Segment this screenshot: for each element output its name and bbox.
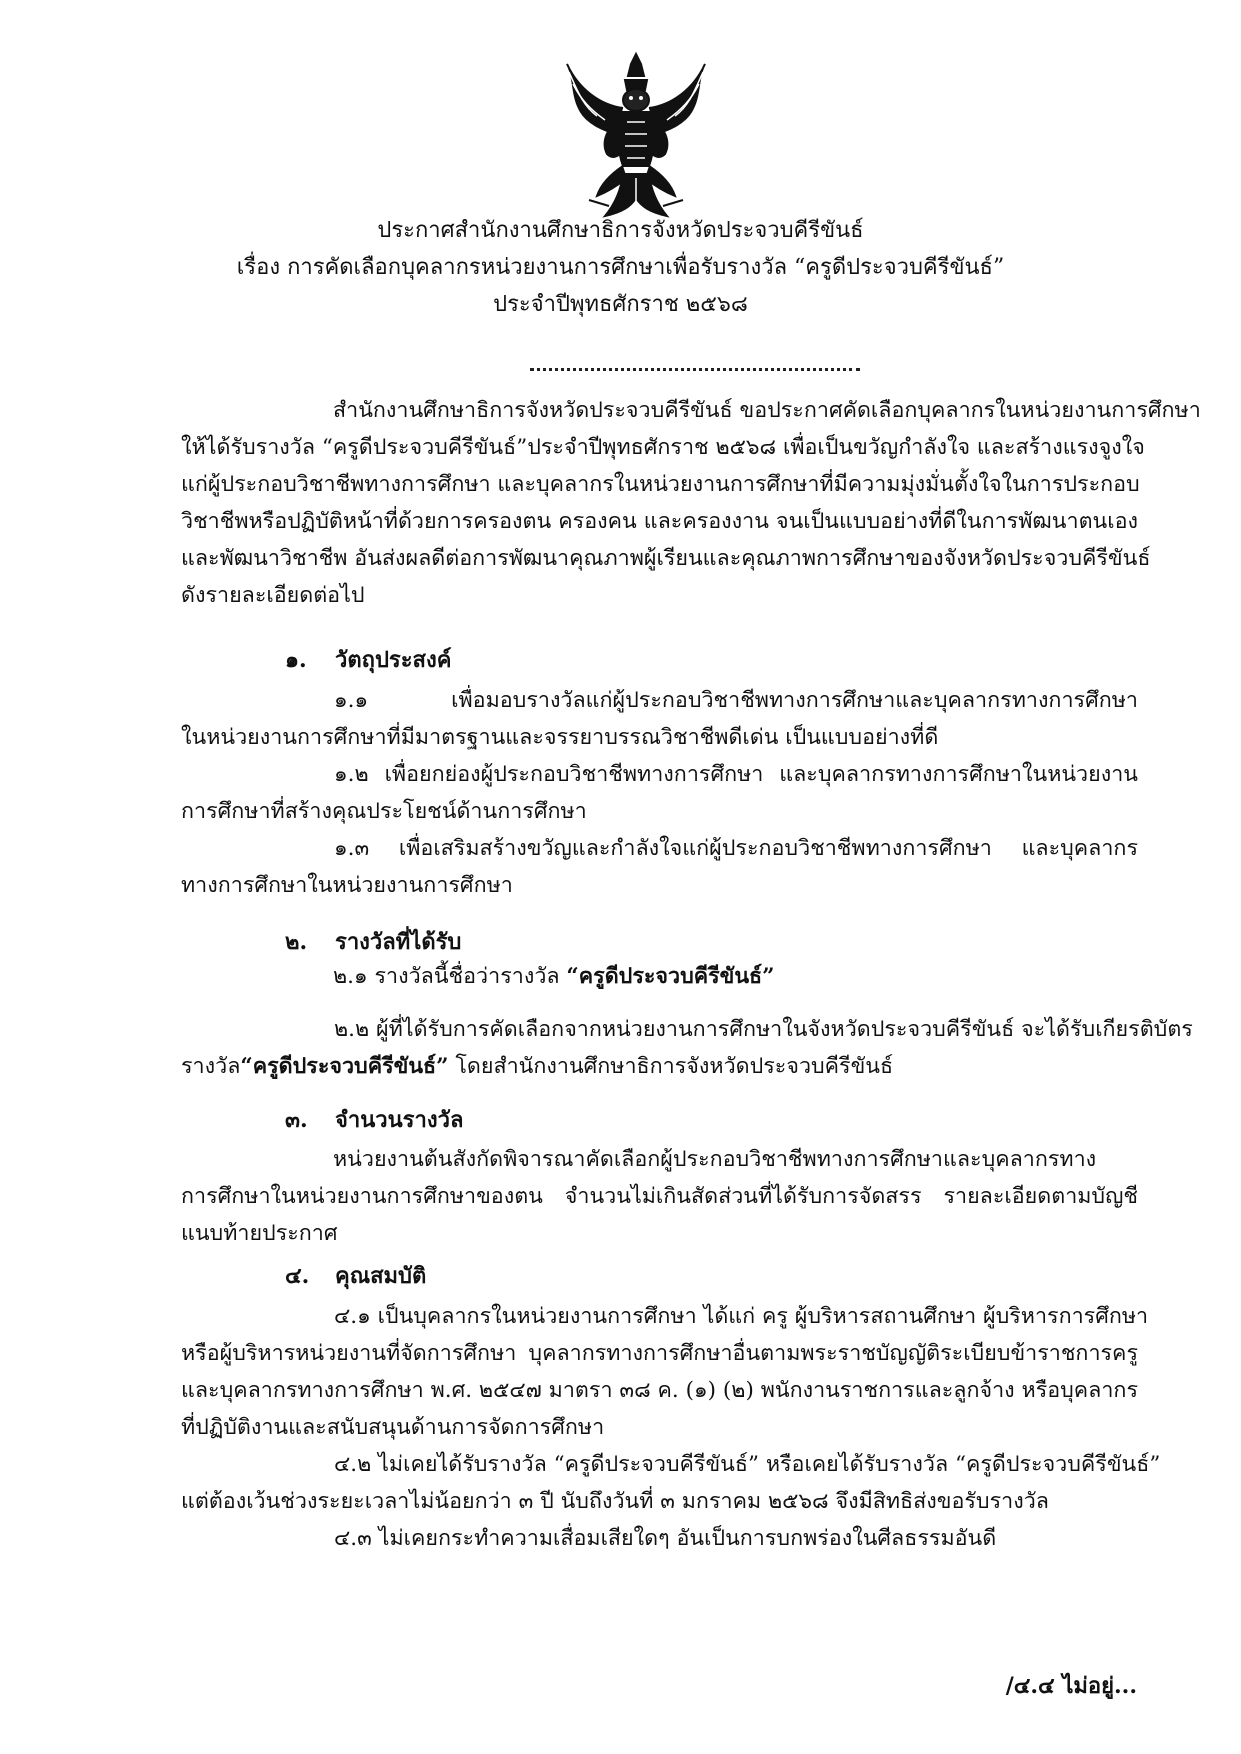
next-page-marker: /๔.๔ ไม่อยู่...	[1005, 1673, 1137, 1699]
award-certificate-bold: “ครูดีประจวบคีรีขันธ์”	[240, 1054, 449, 1079]
objective-2-line: การศึกษาที่สร้างคุณประโยชน์ด้านการศึกษา	[181, 799, 587, 824]
quantity-line: หน่วยงานต้นสังกัดพิจารณาคัดเลือกผู้ประกอบวิชาชีพทางการศึกษาและบุคลากรทาง	[333, 1147, 1097, 1172]
objective-1-line: ๑.๑ เพื่อมอบรางวัลแก่ผู้ประกอบวิชาชีพทางการศึกษาและบุคลากรทางการศึกษา	[334, 688, 1138, 713]
qualification-1-line: หรือผู้บริหารหน่วยงานที่จัดการศึกษา บุคลากรทางการศึกษาอื่นตามพระราชบัญญัติระเบียบข้าราชการครู	[181, 1341, 1138, 1366]
intro-line: สำนักงานศึกษาธิการจังหวัดประจวบคีรีขันธ์ ขอประกาศคัดเลือกบุคลากรในหน่วยงานการศึกษา	[333, 398, 1201, 423]
section-number: ๓.	[285, 1107, 308, 1133]
section-number: ๒.	[285, 929, 308, 955]
section-title: คุณสมบัติ	[335, 1263, 427, 1289]
award-certificate-text: โดยสำนักงานศึกษาธิการจังหวัดประจวบคีรีขันธ์	[448, 1054, 894, 1079]
intro-line: วิชาชีพหรือปฏิบัติหน้าที่ด้วยการครองตน ครองคน และครองงาน จนเป็นแบบอย่างที่ดีในการพัฒนาตนเอง	[181, 509, 1138, 534]
objective-1-line: ในหน่วยงานการศึกษาที่มีมาตรฐานและจรรยาบรรณวิชาชีพดีเด่น เป็นแบบอย่างที่ดี	[181, 725, 939, 750]
intro-line: ให้ได้รับรางวัล “ครูดีประจวบคีรีขันธ์”ประจำปีพุทธศักราช ๒๕๖๘ เพื่อเป็นขวัญกำลังใจ และสร้างแรงจูงใจ	[181, 435, 1145, 460]
intro-line: แก่ผู้ประกอบวิชาชีพทางการศึกษา และบุคลากรในหน่วยงานการศึกษาที่มีความมุ่งมั่นตั้งใจในการประกอบ	[181, 472, 1140, 497]
quantity-line: การศึกษาในหน่วยงานการศึกษาของตน จำนวนไม่เกินสัดส่วนที่ได้รับการจัดสรร รายละเอียดตามบัญชี	[181, 1184, 1138, 1209]
award-certificate-line	[181, 1050, 893, 1084]
announcement-title-agency: ประกาศสำนักงานศึกษาธิการจังหวัดประจวบคีรีขันธ์	[377, 218, 864, 243]
objective-3-line: ทางการศึกษาในหน่วยงานการศึกษา	[181, 873, 513, 898]
announcement-title-year: ประจำปีพุทธศักราช ๒๕๖๘	[493, 292, 748, 317]
qualification-2-line: แต่ต้องเว้นช่วงระยะเวลาไม่น้อยกว่า ๓ ปี นับถึงวันที่ ๓ มกราคม ๒๕๖๘ จึงมีสิทธิส่งขอรับรางวัล	[181, 1489, 1049, 1514]
qualification-1-line: ที่ปฏิบัติงานและสนับสนุนด้านการจัดการศึกษา	[181, 1415, 605, 1440]
title-divider	[530, 368, 860, 371]
section-number: ๑.	[285, 647, 307, 673]
award-certificate-text: รางวัล	[181, 1054, 241, 1079]
qualification-1-line: ๔.๑ เป็นบุคลากรในหน่วยงานการศึกษา ได้แก่ ครู ผู้บริหารสถานศึกษา ผู้บริหารการศึกษา	[334, 1304, 1149, 1329]
section-title: รางวัลที่ได้รับ	[335, 929, 462, 955]
qualification-2-line: ๔.๒ ไม่เคยได้รับรางวัล “ครูดีประจวบคีรีขันธ์” หรือเคยได้รับรางวัล “ครูดีประจวบคีรีขันธ์”	[334, 1452, 1161, 1477]
section-title: จำนวนรางวัล	[335, 1107, 464, 1133]
award-name-bold: “ครูดีประจวบคีรีขันธ์”	[566, 964, 775, 989]
qualification-3-line: ๔.๓ ไม่เคยกระทำความเสื่อมเสียใดๆ อันเป็นการบกพร่องในศีลธรรมอันดี	[334, 1526, 997, 1551]
intro-line: ดังรายละเอียดต่อไป	[181, 583, 365, 608]
award-name-text: ๒.๑ รางวัลนี้ชื่อว่ารางวัล	[333, 964, 567, 989]
objective-3-line: ๑.๓ เพื่อเสริมสร้างขวัญและกำลังใจแก่ผู้ประกอบวิชาชีพทางการศึกษา และบุคลากร	[334, 836, 1138, 861]
section-title: วัตถุประสงค์	[335, 647, 452, 673]
intro-line: และพัฒนาวิชาชีพ อันส่งผลดีต่อการพัฒนาคุณภาพผู้เรียนและคุณภาพการศึกษาของจังหวัดประจวบคีรีขันธ์	[181, 546, 1151, 571]
award-name-line	[333, 960, 775, 994]
quantity-line: แนบท้ายประกาศ	[181, 1221, 338, 1246]
section-number: ๔.	[285, 1263, 310, 1289]
objective-2-line: ๑.๒ เพื่อยกย่องผู้ประกอบวิชาชีพทางการศึกษา และบุคลากรทางการศึกษาในหน่วยงาน	[334, 762, 1138, 787]
section-heading-quantity	[285, 1103, 463, 1137]
qualification-1-line: และบุคลากรทางการศึกษา พ.ศ. ๒๕๔๗ มาตรา ๓๘ ค. (๑) (๒) พนักงานราชการและลูกจ้าง หรือบุคลากร	[181, 1378, 1138, 1403]
announcement-title-subject: เรื่อง การคัดเลือกบุคลากรหน่วยงานการศึกษาเพื่อรับรางวัล “ครูดีประจวบคีรีขันธ์”	[236, 255, 1005, 280]
section-heading-qualifications	[285, 1259, 426, 1293]
section-heading-objectives	[285, 643, 451, 677]
garuda-emblem-icon	[561, 50, 711, 225]
section-heading-award	[285, 925, 461, 959]
award-certificate-line: ๒.๒ ผู้ที่ได้รับการคัดเลือกจากหน่วยงานการศึกษาในจังหวัดประจวบคีรีขันธ์ จะได้รับเกียรติบัตร	[334, 1017, 1193, 1042]
